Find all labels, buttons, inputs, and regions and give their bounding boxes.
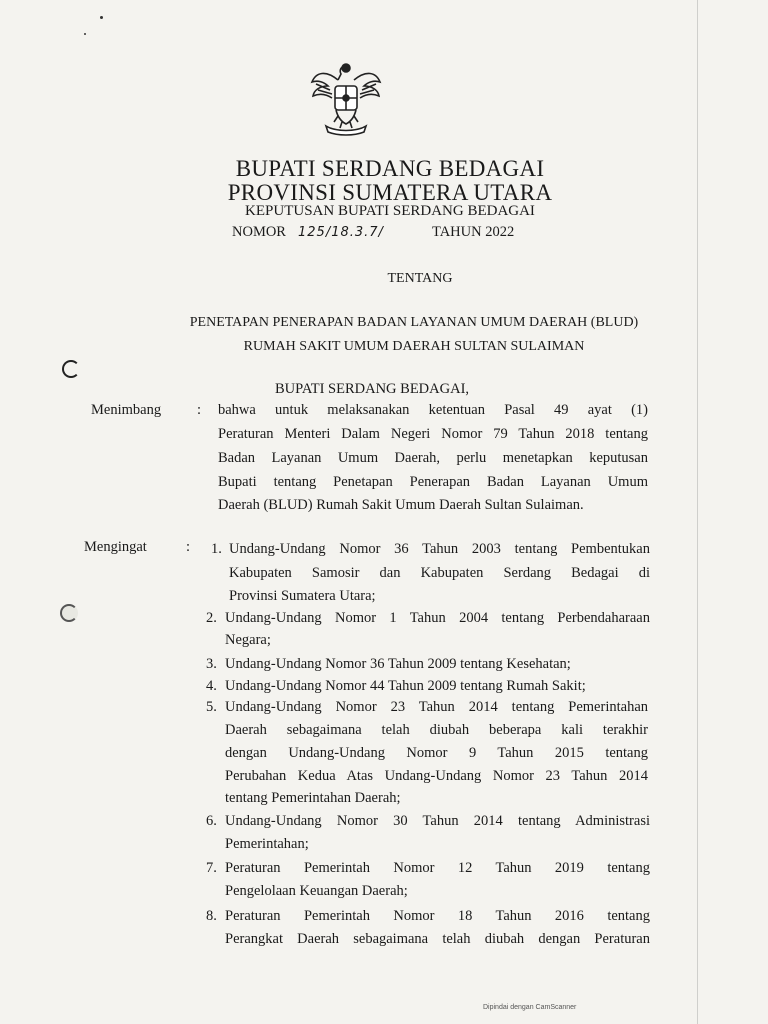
scan-speck <box>84 33 86 35</box>
mengingat-item-line: Undang-Undang Nomor 44 Tahun 2009 tentang Rumah Sakit; <box>225 678 586 694</box>
scan-speck <box>100 16 103 19</box>
mengingat-item-line: Kabupaten Samosir dan Kabupaten Serdang Bedagai di <box>229 565 650 581</box>
perihal-line-1: PENETAPAN PENERAPAN BADAN LAYANAN UMUM DAERAH (BLUD) <box>189 315 639 330</box>
mengingat-item-line: Undang-Undang Nomor 36 Tahun 2009 tentang Kesehatan; <box>225 656 571 672</box>
perihal-line-2: RUMAH SAKIT UMUM DAERAH SULTAN SULAIMAN <box>243 339 585 354</box>
mengingat-item-line: Pengelolaan Keuangan Daerah; <box>225 883 408 899</box>
mengingat-item-line: Peraturan Pemerintah Nomor 12 Tahun 2019 tentang <box>225 860 650 876</box>
garuda-emblem-icon <box>308 60 384 138</box>
mengingat-item-line: Peraturan Pemerintah Nomor 18 Tahun 2016 tentang <box>225 908 650 924</box>
mengingat-item-number: 4. <box>206 678 217 694</box>
mengingat-item-line: Pemerintahan; <box>225 836 309 852</box>
mengingat-item-line: Perangkat Daerah sebagaimana telah diubah dengan Peraturan <box>225 931 650 947</box>
mengingat-item-line: Daerah sebagaimana telah diubah beberapa kali terakhir <box>225 722 648 738</box>
punch-hole-mark <box>60 604 78 622</box>
mengingat-item-line: Provinsi Sumatera Utara; <box>229 588 376 604</box>
tahun-label: TAHUN 2022 <box>432 224 515 240</box>
mengingat-label: Mengingat <box>84 539 147 555</box>
header-line-1: BUPATI SERDANG BEDAGAI <box>235 156 545 181</box>
mengingat-item-number: 5. <box>206 699 217 715</box>
mengingat-item-line: Undang-Undang Nomor 1 Tahun 2004 tentang Perbendaharaan <box>225 610 650 626</box>
menimbang-label: Menimbang <box>91 402 162 418</box>
menimbang-line: Badan Layanan Umum Daerah, perlu menetapkan keputusan <box>218 450 648 466</box>
mengingat-item-number: 6. <box>206 813 217 829</box>
mengingat-item-line: Undang-Undang Nomor 30 Tahun 2014 tentang Administrasi <box>225 813 650 829</box>
menimbang-line: bahwa untuk melaksanakan ketentuan Pasal 49 ayat (1) <box>218 402 648 418</box>
tentang-heading: TENTANG <box>387 271 453 286</box>
scanner-watermark: Dipindai dengan CamScanner <box>483 1004 577 1011</box>
nomor-value: 125/18.3.7/ <box>298 225 384 240</box>
mengingat-item-line: Negara; <box>225 632 271 648</box>
menimbang-line: Peraturan Menteri Dalam Negeri Nomor 79 Tahun 2018 tentang <box>218 426 648 442</box>
bupati-line: BUPATI SERDANG BEDAGAI, <box>275 381 470 397</box>
mengingat-item-line: Perubahan Kedua Atas Undang-Undang Nomor 23 Tahun 2014 <box>225 768 648 784</box>
mengingat-item-line: Undang-Undang Nomor 36 Tahun 2003 tentang Pembentukan <box>229 541 650 557</box>
menimbang-line: Daerah (BLUD) Rumah Sakit Umum Daerah Sultan Sulaiman. <box>218 497 584 513</box>
mengingat-item-line: tentang Pemerintahan Daerah; <box>225 790 401 806</box>
header-line-2: PROVINSI SUMATERA UTARA <box>227 180 553 205</box>
mengingat-colon: : <box>186 539 191 555</box>
mengingat-item-number: 1. <box>211 541 222 557</box>
mengingat-item-line: Undang-Undang Nomor 23 Tahun 2014 tentang Pemerintahan <box>225 699 648 715</box>
menimbang-line: Bupati tentang Penetapan Penerapan Badan Layanan Umum <box>218 474 648 490</box>
mengingat-item-number: 8. <box>206 908 217 924</box>
nomor-label: NOMOR <box>232 224 286 240</box>
punch-hole-mark <box>62 360 80 378</box>
menimbang-colon: : <box>197 402 202 418</box>
mengingat-item-number: 2. <box>206 610 217 626</box>
mengingat-item-number: 7. <box>206 860 217 876</box>
header-line-3: KEPUTUSAN BUPATI SERDANG BEDAGAI <box>245 203 535 219</box>
page-edge-line <box>697 0 698 1024</box>
mengingat-item-number: 3. <box>206 656 217 672</box>
mengingat-item-line: dengan Undang-Undang Nomor 9 Tahun 2015 tentang <box>225 745 648 761</box>
